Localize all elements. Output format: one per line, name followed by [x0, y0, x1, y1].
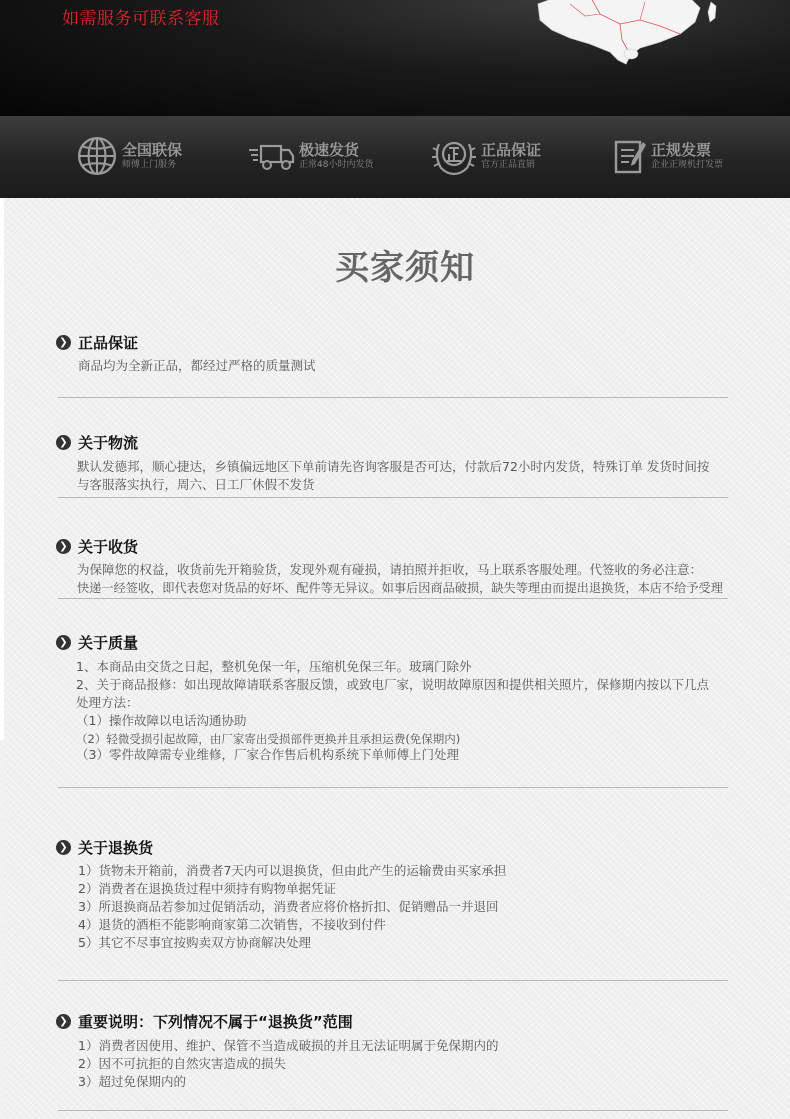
- feature-title: 正品保证: [481, 140, 542, 159]
- features-bar: [0, 116, 790, 198]
- feature-subtitle: 官方正品直销: [481, 159, 536, 170]
- feature-official-invoice: [613, 134, 723, 178]
- section-divider: [58, 497, 728, 498]
- section-line: 4）退货的酒柜不能影响商家第二次销售，不接收到付件: [78, 917, 386, 932]
- section-line: 快递一经签收，即代表您对货品的好坏、配件等无异议。如事后因商品破损，缺失等理由而提出退换货，本店不给予受理: [77, 581, 723, 595]
- section-divider: [58, 787, 728, 788]
- chevron-right-icon: ❯: [56, 435, 71, 450]
- service-note: 如需服务可联系客服: [62, 9, 220, 29]
- section-heading-text: 重要说明：下列情况不属于“退换货”范围: [78, 1013, 353, 1031]
- section-heading-genuine: [56, 332, 138, 353]
- section-line: 商品均为全新正品，都经过严格的质量测试: [78, 358, 316, 373]
- china-map-image: [530, 0, 740, 74]
- delivery-truck-icon: [247, 135, 295, 177]
- section-line: 3）超过免保期内的: [78, 1074, 186, 1089]
- section-divider: [58, 1110, 728, 1111]
- section-heading-text: 关于收货: [78, 538, 139, 556]
- section-line: 1）货物未开箱前，消费者7天内可以退换货，但由此产生的运输费由买家承担: [78, 863, 507, 878]
- feature-nationwide-warranty: [76, 134, 182, 178]
- top-banner: [0, 0, 790, 116]
- globe-icon: [76, 135, 118, 177]
- section-heading-text: 关于物流: [78, 434, 139, 452]
- chevron-right-icon: ❯: [56, 840, 71, 855]
- section-heading-receiving: [56, 536, 138, 557]
- feature-title: 正规发票: [651, 140, 712, 159]
- section-line: （1）操作故障以电话沟通协助: [76, 713, 247, 728]
- chevron-right-icon: ❯: [56, 539, 71, 554]
- section-heading-important-note: [56, 1011, 353, 1032]
- section-line: （3）零件故障需专业维修，厂家合作售后机构系统下单师傅上门处理: [76, 747, 459, 762]
- invoice-icon: [613, 135, 647, 177]
- section-heading-returns: [56, 837, 153, 858]
- chevron-right-icon: ❯: [56, 635, 71, 650]
- feature-title: 全国联保: [122, 140, 183, 159]
- section-divider: [58, 397, 728, 398]
- section-heading-quality: [56, 632, 138, 653]
- section-line: 2、关于商品报修：如出现故障请联系客服反馈，或致电厂家，说明故障原因和提供相关照片，保修期内按以下几点: [76, 677, 709, 692]
- section-heading-text: 正品保证: [78, 334, 139, 352]
- section-line: （2）轻微受损引起故障，由厂家寄出受损部件更换并且承担运费(免保期内): [76, 732, 461, 746]
- feature-genuine-guarantee: [431, 134, 541, 178]
- section-line: 1、本商品由交货之日起，整机免保一年，压缩机免保三年。玻璃门除外: [76, 659, 472, 674]
- feature-subtitle: 企业正规机打发票: [651, 159, 724, 170]
- section-line: 2）因不可抗拒的自然灾害造成的损失: [78, 1056, 286, 1071]
- feature-title: 极速发货: [299, 140, 360, 159]
- section-line: 为保障您的权益，收货前先开箱验货，发现外观有碰损，请拍照并拒收，马上联系客服处理。代签收的务必注意：: [77, 562, 703, 577]
- feature-fast-delivery: [247, 134, 373, 178]
- section-line: 处理方法：: [76, 695, 139, 710]
- section-divider: [58, 598, 728, 599]
- section-line: 1）消费者因使用、维护、保管不当造成破损的并且无法证明属于免保期内的: [78, 1038, 499, 1053]
- chevron-right-icon: ❯: [56, 1014, 71, 1029]
- section-line: 5）其它不尽事宜按购卖双方协商解决处理: [78, 935, 311, 950]
- page-title: 买家须知: [335, 248, 475, 288]
- section-line: 3）所退换商品若参加过促销活动，消费者应将价格折扣、促销赠品一并退回: [78, 899, 499, 914]
- feature-subtitle: 师傅上门服务: [122, 159, 177, 170]
- section-line: 默认发德邦，顺心捷达，乡镇偏远地区下单前请先咨询客服是否可达，付款后72小时内发货，特殊订单 发货时间按: [77, 459, 710, 474]
- chevron-right-icon: ❯: [56, 335, 71, 350]
- section-divider: [58, 980, 728, 981]
- section-heading-text: 关于质量: [78, 634, 139, 652]
- genuine-laurel-icon: [431, 135, 477, 177]
- feature-subtitle: 正常48小时内发货: [299, 159, 374, 170]
- section-heading-text: 关于退换货: [78, 839, 154, 857]
- section-line: 与客服落实执行，周六、日工厂休假不发货: [77, 477, 315, 492]
- section-line: 2）消费者在退换货过程中须持有购物单据凭证: [78, 881, 336, 896]
- section-heading-logistics: [56, 432, 138, 453]
